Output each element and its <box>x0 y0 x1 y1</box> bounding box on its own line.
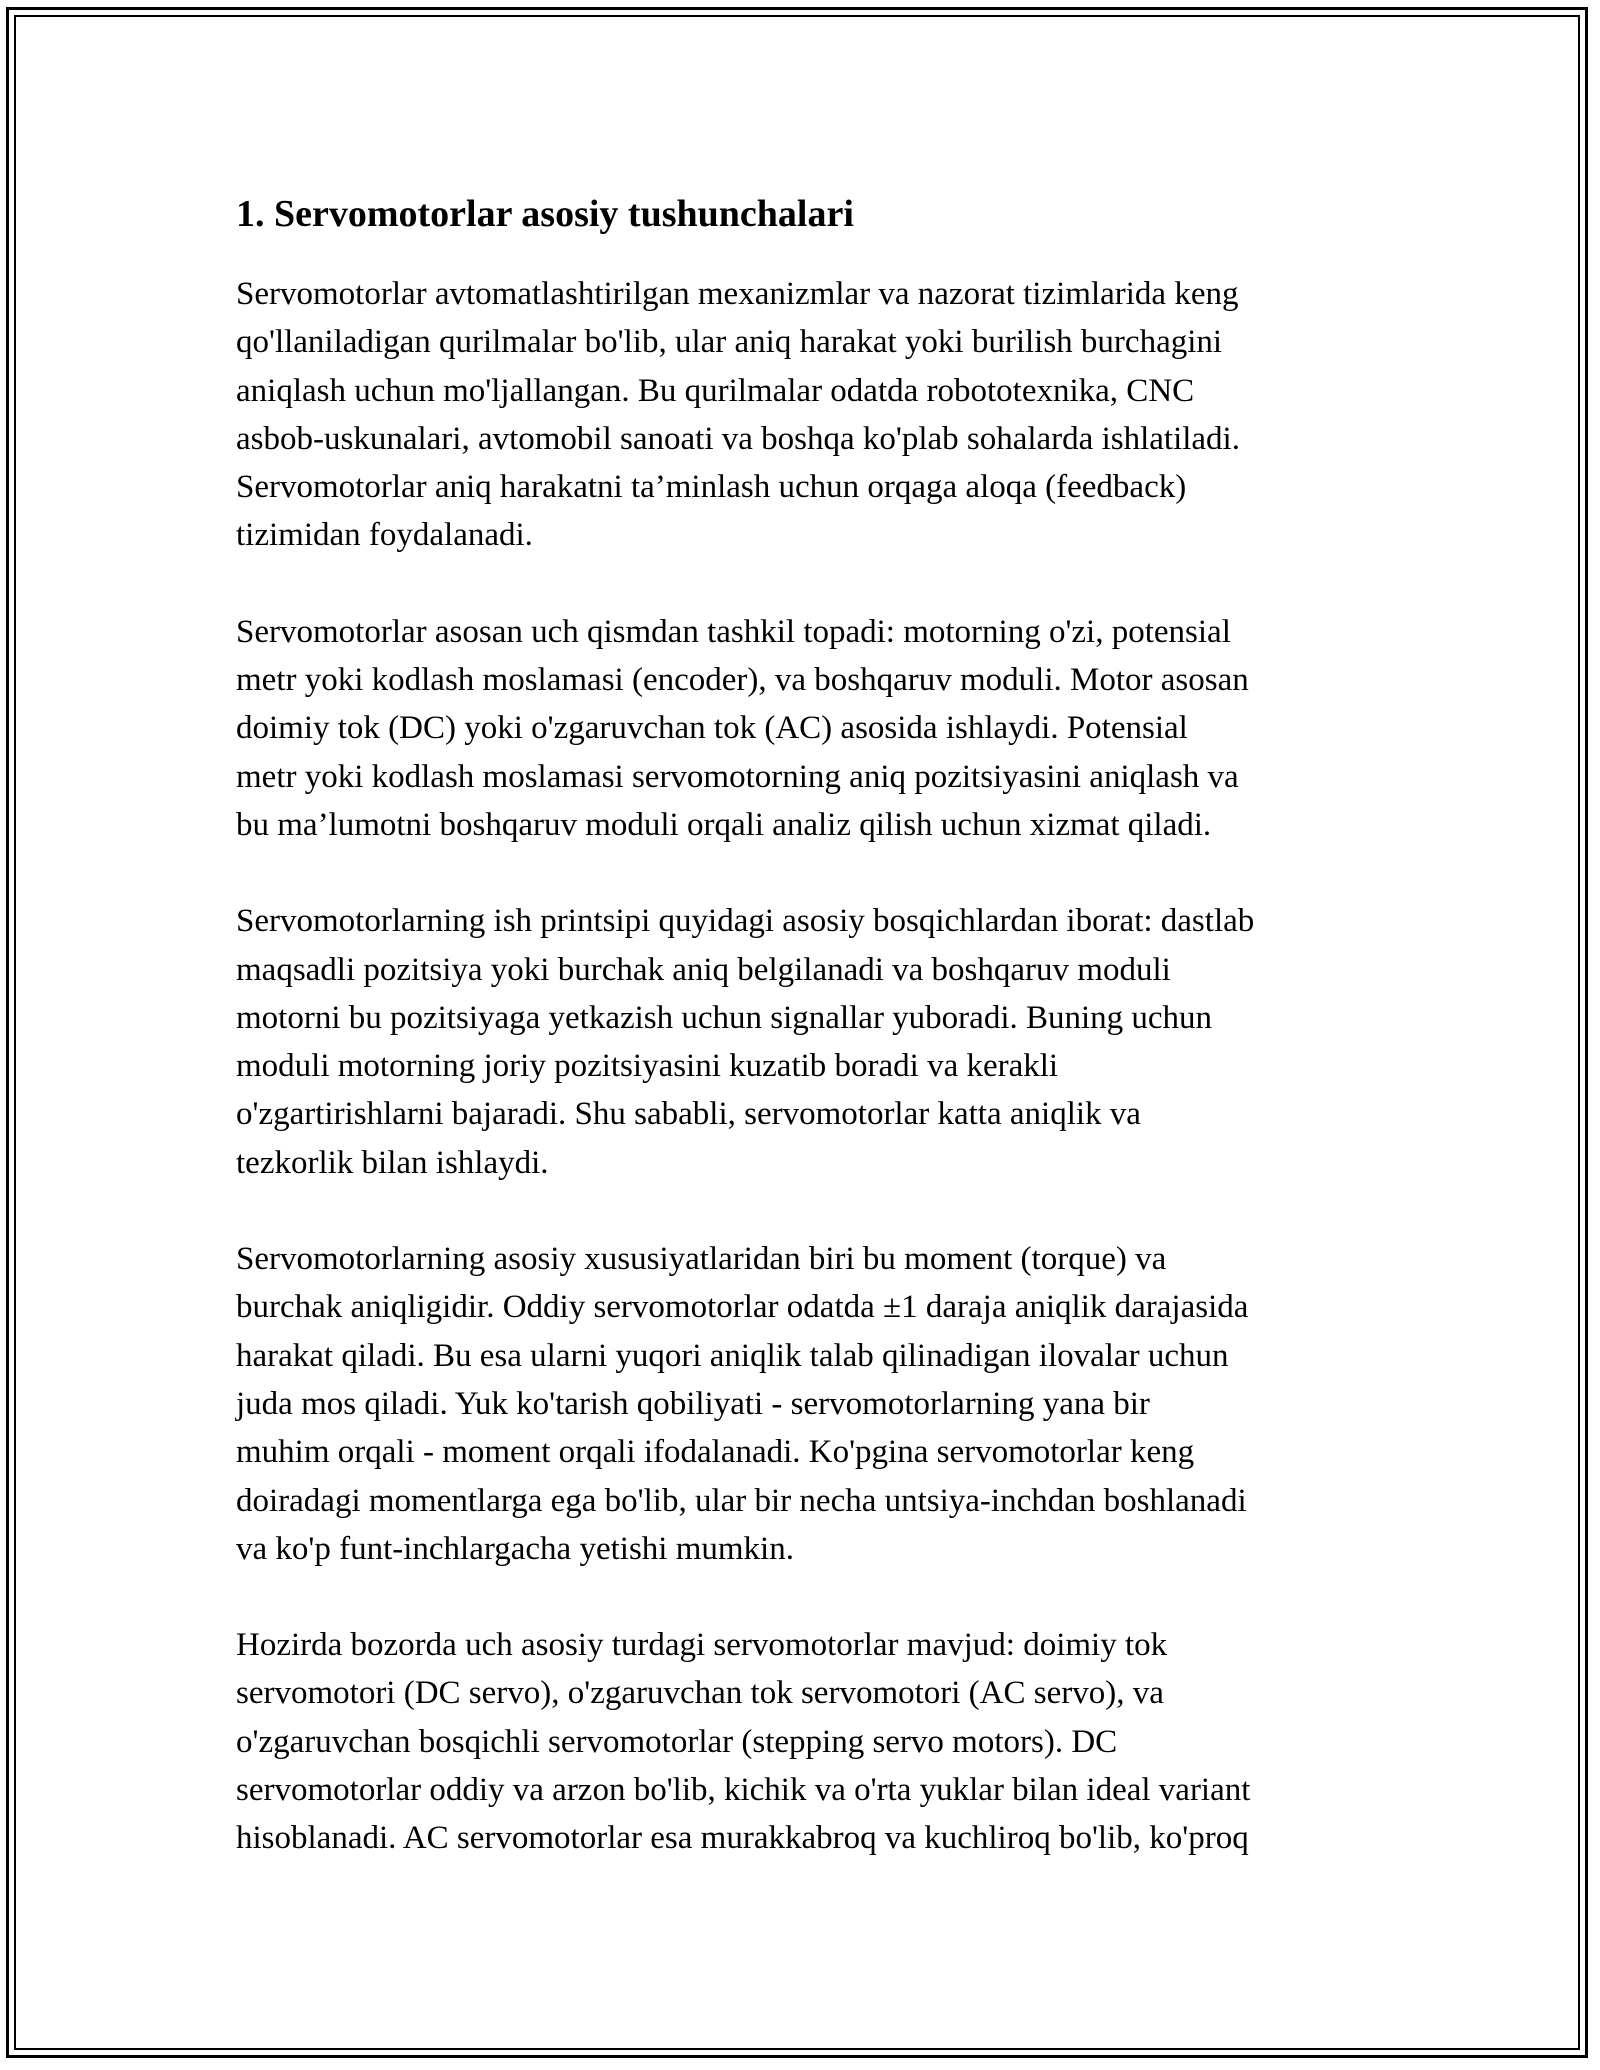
section-heading: 1. Servomotorlar asosiy tushunchalari <box>236 193 854 235</box>
document-body <box>236 188 1376 1911</box>
paragraph-3: Servomotorlarning ish printsipi quyidagi asosiy bosqichlardan iborat: dastlab maqsadli pozitsiya yoki burchak aniq belgilanadi va boshqaruv moduli motorni bu pozitsiyaga yetkazish uchun signallar yuboradi. Buning uchun moduli motorning joriy pozitsiyasini kuzatib boradi va kerakli o'zgartirishlarni bajaradi. Shu sababli, servomotorlar katta aniqlik va tezkorlik bilan ishlaydi. <box>236 903 1255 1181</box>
paragraph-4: Servomotorlarning asosiy xususiyatlaridan biri bu moment (torque) va burchak aniqligidir. Oddiy servomotorlar odatda ±1 daraja aniqlik darajasida harakat qiladi. Bu esa ularni yuqori aniqlik talab qilinadigan ilovalar uchun juda mos qiladi. Yuk ko'tarish qobiliyati - servomotorlarning yana bir muhim orqali - moment orqali ifodalanadi. Ko'pgina servomotorlar keng doiradagi momentlarga ega bo'lib, ular bir necha untsiya-inchdan boshlanadi va ko'p funt-inchlargacha yetishi mumkin. <box>236 1241 1249 1567</box>
paragraph-2: Servomotorlar asosan uch qismdan tashkil topadi: motorning o'zi, potensial metr yoki kodlash moslamasi (encoder), va boshqaruv moduli. Motor asosan doimiy tok (DC) yoki o'zgaruvchan tok (AC) asosida ishlaydi. Potensial metr yoki kodlash moslamasi servomotorning aniq pozitsiyasini aniqlash va bu ma’lumotni boshqaruv moduli orqali analiz qilish uchun xizmat qiladi. <box>236 613 1249 843</box>
paragraph-1: Servomotorlar avtomatlashtirilgan mexanizmlar va nazorat tizimlarida keng qo'llaniladigan qurilmalar bo'lib, ular aniq harakat yoki burilish burchagini aniqlash uchun mo'ljallangan. Bu qurilmalar odatda robototexnika, CNC asbob-uskunalari, avtomobil sanoati va boshqa ko'plab sohalarda ishlatiladi. Servomotorlar aniq harakatni ta’minlash uchun orqaga aloqa (feedback) tizimidan foydalanadi. <box>236 276 1240 554</box>
paragraph-5: Hozirda bozorda uch asosiy turdagi servomotorlar mavjud: doimiy tok servomotori (DC servo), o'zgaruvchan tok servomotori (AC servo), va o'zgaruvchan bosqichli servomotorlar (stepping servo motors). DC servomotorlar oddiy va arzon bo'lib, kichik va o'rta yuklar bilan ideal variant hisoblanadi. AC servomotorlar esa murakkabroq va kuchliroq bo'lib, ko'proq <box>236 1627 1251 1857</box>
